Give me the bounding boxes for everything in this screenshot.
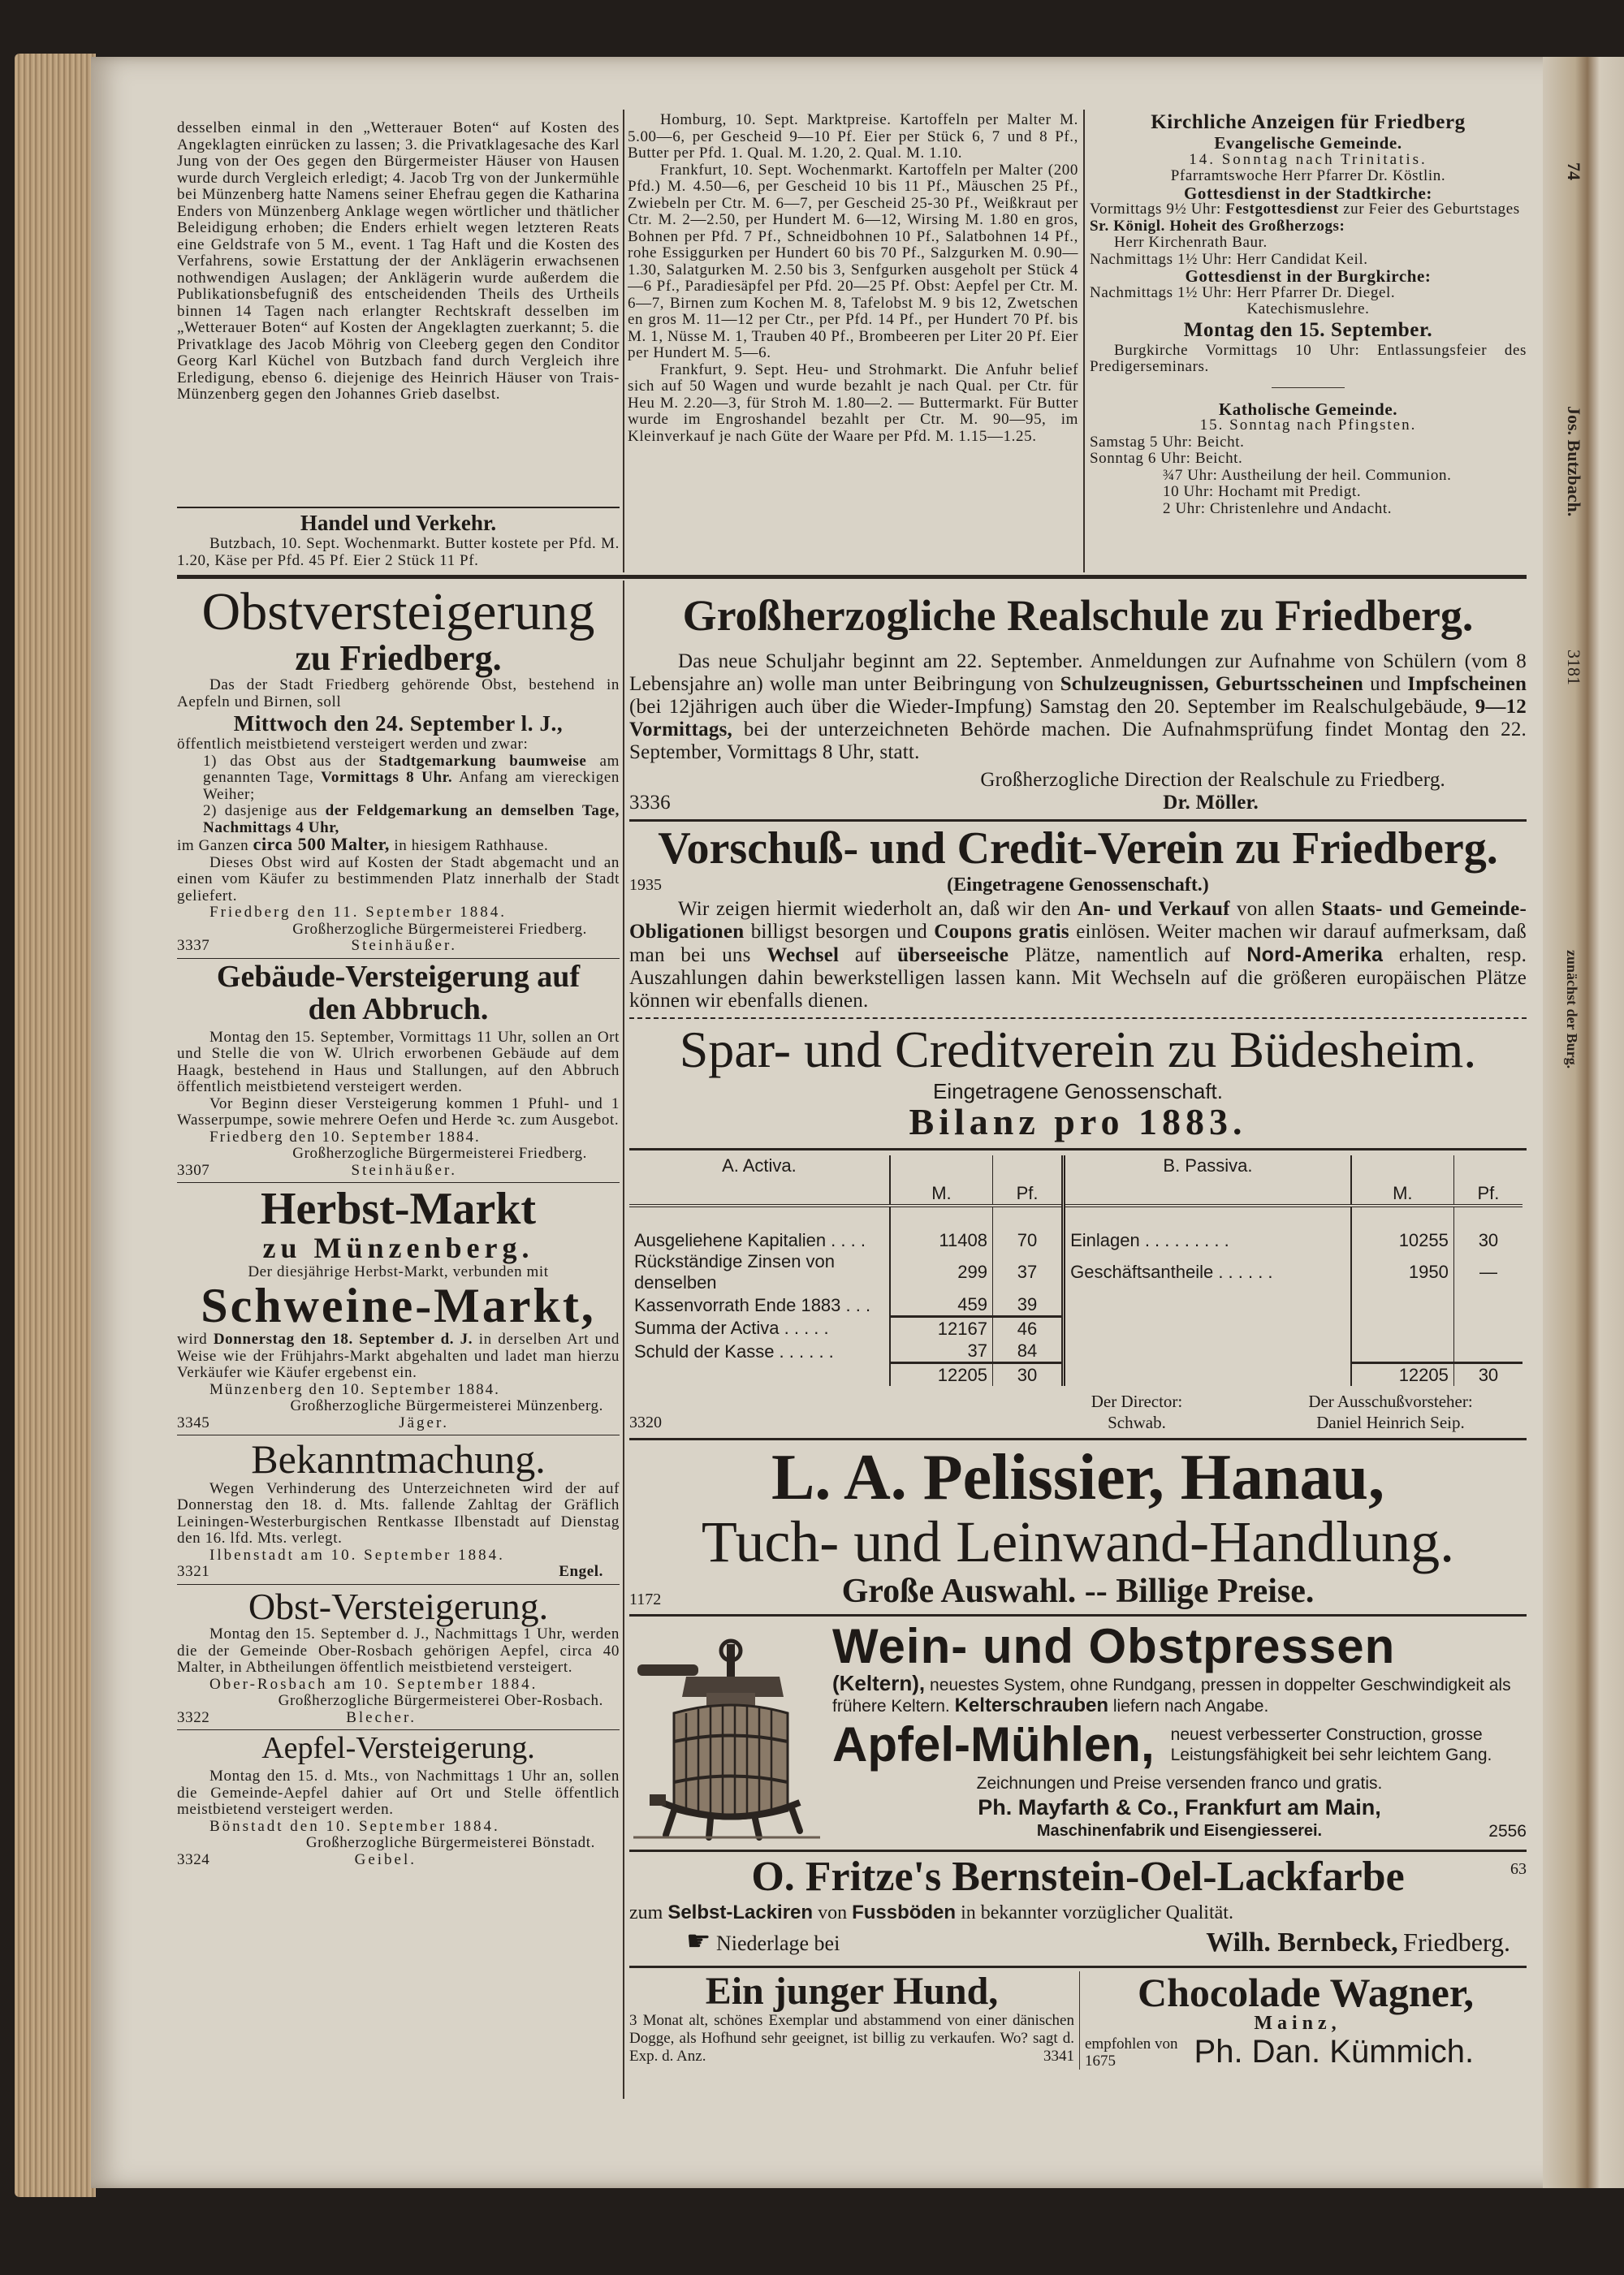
ad-savings-bank-buedesheim: Spar- und Creditverein zu Büdesheim. Eingetragene Genossenschaft. Bilanz pro 1883. A. Activa. M. Pf. B. Passiva. M. Pf. Ausgeliehene Kapitalien . . . . 11408 70 Einlagen . . . . . . . . . 10255 30 Rückständige Zinsen von denselben 299 37 Geschäftsantheile . . . . . . 1950 — Kassenvorrath Ende 1883 . . . 459 39 Summa der Activa . . . . . 12167 46 Schuld der Kasse . . . . . . 37 84 12205 30 12205 30 3320 Der Director: Schwab. Der Ausschußvorsteher: Daniel Heinrich Seip.	[629, 1019, 1527, 1440]
pointing-hand-icon: ☛	[686, 1927, 711, 1958]
ad-building-auction: Gebäude-Versteigerung auf den Abbruch. Montag den 15. September, Vormittags 11 Uhr, sollen an Ort und Stelle die von W. Ulrich erworbenen Gebäude auf dem Haagk, bestehend in Haus und Stallungen, auf den Abbruch öffentlich meistbietend versteigert werden. Vor Beginn dieser Versteigerung kommen 1 Pfuhl- und 1 Wasserpumpe, sowie mehrere Oefen und Herde ꝛc. zum Ausgebot. Friedberg den 10. September 1884. Großherzogliche Bürgermeisterei Friedberg. 3307 Steinhäußer.	[177, 959, 620, 1183]
table-total-row: 12205 30 12205 30	[629, 1363, 1522, 1387]
facing-page-edge	[1543, 57, 1624, 2188]
ad-fritze-lacquer: O. Fritze's Bernstein-Oel-Lackfarbe 63 zum Selbst-Lackiren von Fussböden in bekannter vorzüglicher Qualität. ☛ Niederlage bei Wilh. Bernbeck, Friedberg.	[629, 1852, 1527, 1968]
gutter-page-number: 74	[1564, 162, 1584, 180]
ad-fruit-auction-friedberg: Obstversteigerung zu Friedberg. Das der Stadt Friedberg gehörende Obst, bestehend in Aepfeln und Birnen, soll Mittwoch den 24. September l. J., öffentlich meistbietend versteigert werden und zwar: 1) das Obst aus der Stadtgemarkung baumweise am genannten Tage, Vormittags 8 Uhr. Anfang am viereckigen Weiher; 2) dasjenige aus der Feldgemarkung an demselben Tage, Nachmittags 4 Uhr, im Ganzen circa 500 Malter, in hiesigem Rathhause. Dieses Obst wird auf Kosten der Stadt abgemacht und an einen vom Käufer zu bestimmenden Platz innerhalb der Stadt geliefert. Friedberg den 11. September 1884. Großherzogliche Bürgermeisterei Friedberg. 3337 Steinhäußer.	[177, 581, 620, 959]
left-ad-column	[177, 581, 620, 1868]
column-divider	[623, 581, 624, 2099]
market-prices: Homburg, 10. Sept. Marktpreise. Kartoffeln per Malter M. 5.00—6, per Gescheid 9—10 Pf. Eier per Stück 6, 7 und 8 Pf., Butter per Pfd. 1. Qual. M. 1.20, 2. Qual. M. 1.10. Frankfurt, 10. Sept. Wochenmarkt. Kartoffeln per Malter (200 Pfd.) M. 4.50—6, per Gescheid 10 bis 11 Pf., Mäuschen 25 Pf., Zwiebeln per Ctr. M. 6—7, per Gescheid 25-30 Pf., Weißkraut per Ctr. M. 2—2.50, per Hundert M. 6—12, Wirsing M. 1.80 en gros, Bohnen per Pfd. 7 Pf., Schneidbohnen 10 Pf., Salatbohnen 14 Pf., rohe Essiggurken per Hundert 60 bis 70 Pf., Salzgurken M. 0.90—1.30, Salatgurken M. 2.50 bis 3, Senfgurken ausgeholt per Stück 4—6 Pf., Paradiesäpfel per Pfd. 20—25 Pf. Obst: Aepfel per Ctr. M. 6—7, Birnen zum Kochen M. 8, Tafelobst M. 9 bis 12, Zwetschen en gros M. 11—12 per Ctr., per Pfd. 14 Pf., per Hundert 70 Pf. bis M. 1, Nüsse M. 1, Trauben 40 Pf., Brombeeren per Liter 20 Pf. Eier per Hundert M. 5—6. Frankfurt, 9. Sept. Heu- und Strohmarkt. Die Anfuhr belief sich auf 50 Wagen und wurde bezahlt je nach Qual. per Ctr. für Heu M. 2.20—3, für Stroh M. 1.80—2. — Buttermarkt. Für Butter wurde im Engroshandel bezahlt per Ctr. M. 90—95, im Kleinverkauf je nach Güte der Waare per Pfd. M. 1.15—1.25.	[628, 112, 1078, 445]
table-header: A. Activa. M. Pf. B. Passiva. M. Pf.	[629, 1155, 1522, 1206]
ad-apple-auction-boenstadt: Aepfel-Versteigerung. Montag den 15. d. Mts., von Nachmittags 1 Uhr an, sollen die Gemeinde-Aepfel dahier auf Ort und Stelle öffentlich meistbietend versteigert werden. Bönstadt den 10. September 1884. Großherzogliche Bürgermeisterei Bönstadt. 3324 Geibel.	[177, 1731, 620, 1868]
book-page-edges	[15, 54, 96, 2197]
notice-payday: Bekanntmachung. Wegen Verhinderung des Unterzeichneten wird der auf Donnerstag den 18. d. Mts. fallende Zahltag der Gräflich Leiningen-Westerburgischen Rentkasse Ilbenstadt auf Dienstag den 16. lfd. Mts. verlegt. Ilbenstadt am 10. September 1884. 3321 Engel.	[177, 1435, 620, 1585]
ad-autumn-market: Herbst-Markt zu Münzenberg. Der diesjährige Herbst-Markt, verbunden mit Schweine-Markt, wird Donnerstag den 18. September d. J. in derselben Art und Weise wie der Frühjahrs-Markt abgehalten und ladet man hierzu Verkäufer wie Käufer ergebenst ein. Münzenberg den 10. September 1884. Großherzogliche Bürgermeisterei Münzenberg. 3345 Jäger.	[177, 1183, 620, 1435]
church-notices: Kirchliche Anzeigen für Friedberg Evangelische Gemeinde. 14. Sonntag nach Trinitatis. Pfarramtswoche Herr Pfarrer Dr. Köstlin. Gottesdienst in der Stadtkirche: Vormittags 9½ Uhr: Festgottesdienst zur Feier des Geburtstages Sr. Königl. Hoheit des Großherzogs: Herr Kirchenrath Baur. Nachmittags 1½ Uhr: Herr Candidat Keil. Gottesdienst in der Burgkirche: Nachmittags 1½ Uhr: Herr Pfarrer Dr. Diegel. Katechismuslehre. Montag den 15. September. Burgkirche Vormittags 10 Uhr: Entlassungsfeier des Predigerseminars. Katholische Gemeinde. 15. Sonntag nach Pfingsten. Samstag 5 Uhr: Beicht. Sonntag 6 Uhr: Beicht. ¾7 Uhr: Austheilung der heil. Communion. 10 Uhr: Hochamt mit Predigt. 2 Uhr: Christenlehre und Andacht.	[1090, 111, 1527, 517]
ad-pelissier: L. A. Pelissier, Hanau, Tuch- und Leinwand-Handlung. 1172 Große Auswahl. -- Billige Preise.	[629, 1440, 1527, 1617]
short-divider	[1272, 387, 1345, 388]
presses-text: Wein- und Obstpressen (Keltern), neuestes System, ohne Rundgang, pressen in doppelter Geschwindigkeit als frühere Keltern. Kelterschrauben liefern nach Angabe. Apfel-Mühlen, neuest verbesserter Construction, grosse Leistungsfähigkeit bei sehr leichtem Gang. Zeichnungen und Preise versenden franco und gratis. Ph. Mayfarth & Co., Frankfurt am Main, Maschinenfabrik und Eisengiesserei. 2556	[832, 1618, 1527, 1841]
column-divider	[623, 110, 624, 572]
gutter-ad-number: 3181	[1564, 650, 1584, 685]
ad-chocolate-wagner: Chocolade Wagner, Mainz, empfohlen von 1675 Ph. Dan. Kümmich.	[1085, 1969, 1475, 2070]
table-top-rule	[629, 1148, 1527, 1150]
wine-press-illustration	[629, 1620, 824, 1845]
ad-young-dog: Ein junger Hund, 3 Monat alt, schönes Exemplar und abstammend von einer dänischen Dogge, als Hofhund sehr geeignet, ist billig zu verkaufen. Wo? sagt d. Exp. d. Anz. 3341	[629, 1971, 1080, 2070]
table-row: Schuld der Kasse . . . . . . 37 84	[629, 1340, 1522, 1363]
section-heading: Handel und Verkehr.	[300, 512, 497, 535]
table-row: Summa der Activa . . . . . 12167 46	[629, 1317, 1522, 1340]
right-ad-column	[629, 581, 1527, 2070]
ad-fruit-auction-ober-rosbach: Obst-Versteigerung. Montag den 15. September d. J., Nachmittags 1 Uhr, werden die der Gemeinde Ober-Rosbach gehörigen Aepfel, circa 40 Malter, in Abtheilungen öffentlich meistbietend versteigert. Ober-Rosbach am 10. September 1884. Großherzogliche Bürgermeisterei Ober-Rosbach. 3322 Blecher.	[177, 1585, 620, 1730]
gutter-name: Jos. Butzbach.	[1564, 406, 1584, 517]
ad-presses	[629, 1617, 1527, 1852]
balance-table	[629, 1155, 1522, 1386]
wine-press-icon	[629, 1628, 824, 1841]
court-report: desselben einmal in den „Wetterauer Boten“ auf Kosten des Angeklagten einrücken zu lassen; 3. die Privatklagesache des Karl Jung von der Oes gegen den Bürgermeister Häuser von Hausen wurde durch Vergleich erledigt; 4. Jacob Trg von der Junkermühle bei Münzenberg hatte Namens seiner Ehefrau gegen die Katharina Enders von Münzenberg Anklage wegen wörtlicher und thätlicher Beleidigung erhoben; die Enders erhielt wegen letzteren Reats eine Geldstrafe von 5 M., event. 1 Tag Haft und die Kosten des Verfahrens, sowie Erstattung der der Anklägerin erwachsenen nothwendigen Auslagen; der Anklägerin wurde außerdem die Publikationsbefugniß des entscheidenden Theils des Urtheils binnen 14 Tagen nach erlangter Rechtskraft desselben im „Wetterauer Boten“ auf Kosten der Angeklagten zuerkannt; 5. die Privatklage des Jacob Möhrig von Cleeberg gegen den Conditor Georg Karl Küchel von Butzbach fand durch Vergleich ihre Erledigung, ebenso 6. diejenige des Heinrich Häuser von Trais-Münzenberg gegen den Johannes Grieb daselbst.	[177, 120, 620, 403]
bottom-ads	[629, 1968, 1527, 2070]
ad-credit-union-friedberg: Vorschuß- und Credit-Verein zu Friedberg. 1935 (Eingetragene Genossenschaft.) Wir zeigen hiermit wiederholt an, daß wir den An- und Verkauf von allen Staats- und Gemeinde-Obligationen billigst besorgen und Coupons gratis einlösen. Weiter machen wir darauf aufmerksam, daß man bei uns Wechsel auf überseeische Plätze, namentlich auf Nord-Amerika erhalten, resp. Auszahlungen dahin bewerkstelligen lassen kann. Mit Wechseln auf die größeren europäischen Plätze können wir ebenfalls dienen.	[629, 822, 1527, 1020]
table-row: Ausgeliehene Kapitalien . . . . 11408 70 Einlagen . . . . . . . . . 10255 30	[629, 1229, 1522, 1251]
thick-divider	[177, 575, 1527, 579]
signatures: 3320 Der Director: Schwab. Der Ausschußvorsteher: Daniel Heinrich Seip.	[629, 1392, 1473, 1433]
column-divider	[1083, 110, 1085, 572]
table-row: Kassenvorrath Ende 1883 . . . 459 39	[629, 1293, 1522, 1317]
market-report-butzbach: Butzbach, 10. Sept. Wochenmarkt. Butter kostete per Pfd. M. 1.20, Käse per Pfd. 45 Pf. Eier 2 Stück 11 Pf.	[177, 536, 620, 569]
table-row: Rückständige Zinsen von denselben 299 37 Geschäftsantheile . . . . . . 1950 —	[629, 1251, 1522, 1293]
gutter-note: zunächst der Burg.	[1564, 950, 1580, 1069]
divider	[177, 507, 620, 508]
ad-realschule: Großherzogliche Realschule zu Friedberg. Das neue Schuljahr beginnt am 22. September. Anmeldungen zur Aufnahme von Schülern (vom 8 Lebensjahre an) wolle man unter Beibringung von Schulzeugnissen, Geburtsscheinen und Impfscheinen (bei 12jährigen auch über die Wieder-Impfung) Samstag den 20. September im Realschulgebäude, 9—12 Vormittags, bei der unterzeichneten Behörde machen. Die Aufnahmsprüfung findet Montag den 22. September, Vormittags 8 Uhr, statt. Großherzogliche Direction der Realschule zu Friedberg. 3336 Dr. Möller.	[629, 581, 1527, 822]
